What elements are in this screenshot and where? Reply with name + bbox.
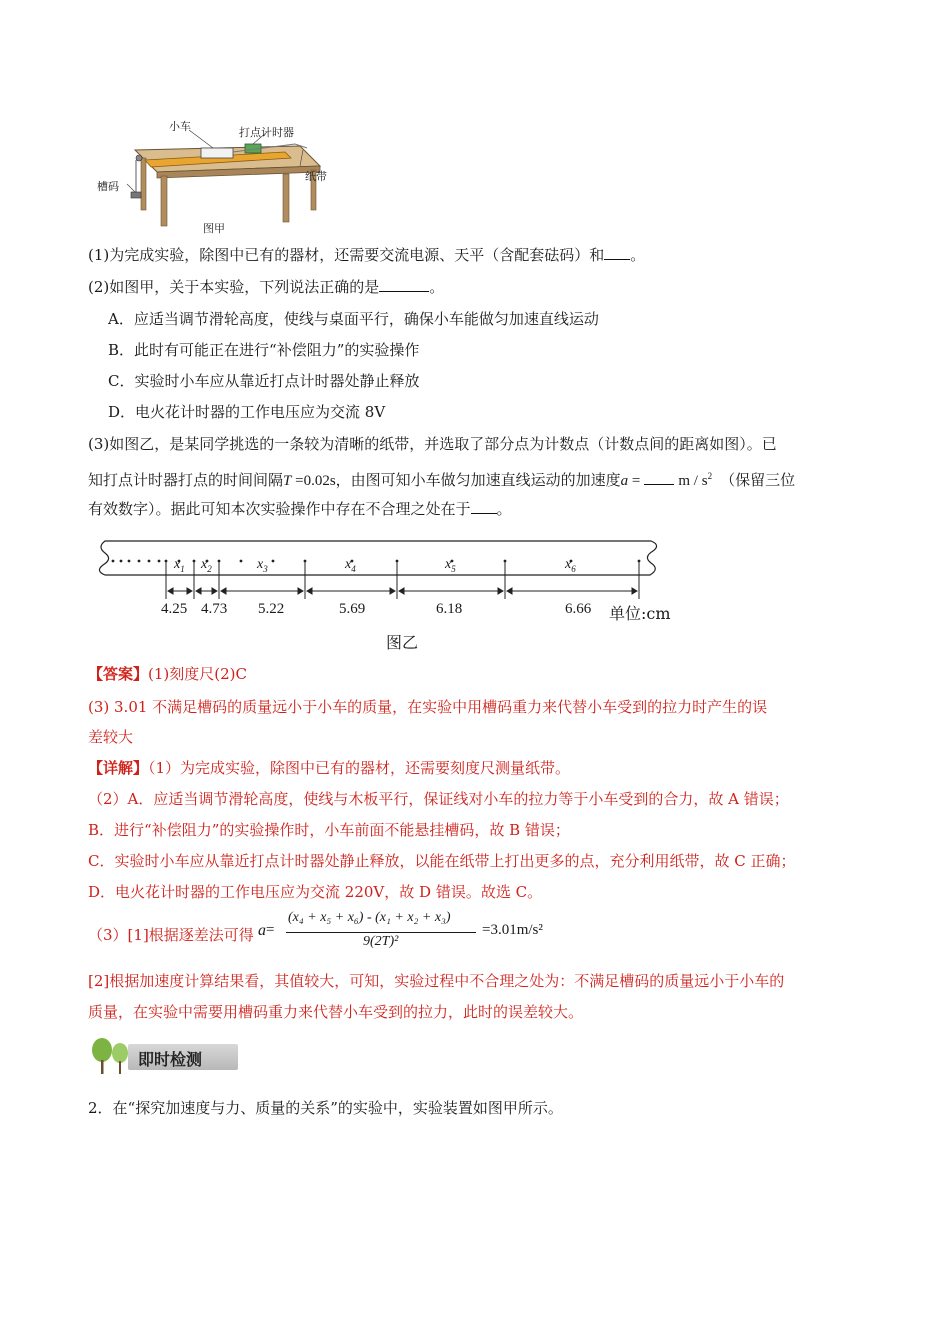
detail-line8: 质量，在实验中需要用槽码重力来代替小车受到的拉力，此时的误差较大。 — [88, 1003, 584, 1021]
q1-text: (1)为完成实验，除图中已有的器材，还需要交流电源、天平（含配套砝码）和 — [88, 246, 605, 264]
detail-line7: [2]根据加速度计算结果看，其值较大，可知，实验过程中不合理之处为：不满足槽码的质量远小于小车的 — [88, 972, 785, 990]
distance-3: 5.22 — [258, 601, 285, 617]
section-header — [88, 1036, 258, 1078]
distance-5: 6.18 — [436, 601, 463, 617]
answer-line2: (3) 3.01 不满足槽码的质量远小于小车的质量，在实验中用槽码重力来代替小车受到的拉力时产生的误 — [88, 698, 768, 716]
q3-blank-reason — [471, 499, 497, 514]
figure-caption-yi: 图乙 — [386, 633, 419, 652]
cart-label: 小车 — [169, 120, 191, 133]
segment-label-x2: $x_2$ — [201, 557, 212, 574]
segment-label-x5: $x_5$ — [445, 557, 456, 574]
figure-caption: 图甲 — [203, 222, 225, 235]
unit-label: 单位:cm — [609, 604, 671, 623]
detail-line1: 【详解】（1）为完成实验，除图中已有的器材，还需要刻度尺测量纸带。 — [88, 759, 571, 777]
formula-numerator: (x₄ + x₅ + x₆) - (x₁ + x₂ + x₃) — [288, 910, 451, 925]
option-b: B．此时有可能正在进行“补偿阻力”的实验操作 — [108, 341, 420, 359]
segment-label-x6: $x_6$ — [565, 557, 576, 574]
distance-6: 6.66 — [565, 601, 592, 617]
answer-text: (1)刻度尺(2)C — [148, 665, 247, 683]
segment-label-x3: $x_3$ — [257, 557, 268, 574]
distance-4: 5.69 — [339, 601, 366, 617]
q2-blank — [379, 277, 429, 292]
figure-yi — [95, 535, 695, 655]
formula-fraction-bar — [286, 932, 476, 933]
detail-tag: 【详解】 — [88, 759, 149, 777]
next-question: 2．在“探究加速度与力、质量的关系”的实验中，实验装置如图甲所示。 — [88, 1099, 563, 1117]
option-a: A．应适当调节滑轮高度，使线与桌面平行，确保小车能做匀加速直线运动 — [108, 310, 599, 328]
q2-text: (2)如图甲，关于本实验，下列说法正确的是 — [88, 278, 380, 296]
answer-tag: 【答案】 — [88, 665, 149, 683]
detail-line3: B．进行“补偿阻力”的实验操作时，小车前面不能悬挂槽码，故 B 错误； — [88, 821, 570, 839]
weight-label: 槽码 — [97, 180, 119, 193]
option-d: D．电火花计时器的工作电压应为交流 8V — [108, 403, 386, 421]
distance-1: 4.25 — [161, 601, 188, 617]
q2-end: 。 — [429, 278, 445, 296]
distance-2: 4.73 — [201, 601, 228, 617]
question-3-line2: 知打点计时器打点的时间间隔T =0.02s，由图可知小车做匀加速直线运动的加速度$a = m / s^2$ （保留三位 — [88, 471, 796, 489]
timer-label: 打点计时器 — [239, 126, 294, 139]
section-title: 即时检测 — [138, 1050, 203, 1069]
detail-line4: C．实验时小车应从靠近打点计时器处静止释放，以能在纸带上打出更多的点，充分利用纸带，故 C 正确； — [88, 852, 796, 870]
tape-label: 纸带 — [305, 170, 327, 183]
question-3-line1: (3)如图乙，是某同学挑选的一条较为清晰的纸带，并选取了部分点为计数点（计数点间的距离如图）。已 — [88, 435, 777, 453]
q3-blank-accel — [644, 470, 674, 485]
detail-line2: （2）A．应适当调节滑轮高度，使线与木板平行，保证线对小车的拉力等于小车受到的合力，故 A 错误； — [88, 790, 789, 808]
formula-result: =3.01m/s² — [482, 922, 543, 938]
answer-line1 — [88, 663, 247, 685]
q1-blank — [604, 245, 630, 260]
option-c: C．实验时小车应从靠近打点计时器处静止释放 — [108, 372, 420, 390]
segment-label-x4: $x_4$ — [345, 557, 356, 574]
q1-end: 。 — [630, 246, 646, 264]
answer-line3: 差较大 — [88, 728, 134, 746]
segment-label-x1: $x_1$ — [174, 557, 185, 574]
question-3-line3: 有效数字）。据此可知本次实验操作中存在不合理之处在于 。 — [88, 500, 512, 518]
detail-line5: D．电火花计时器的工作电压应为交流 220V，故 D 错误。故选 C。 — [88, 883, 543, 901]
formula-denominator: 9(2T)² — [363, 934, 399, 949]
figure-jia — [95, 118, 345, 236]
question-2 — [88, 276, 444, 298]
question-1 — [88, 244, 645, 266]
